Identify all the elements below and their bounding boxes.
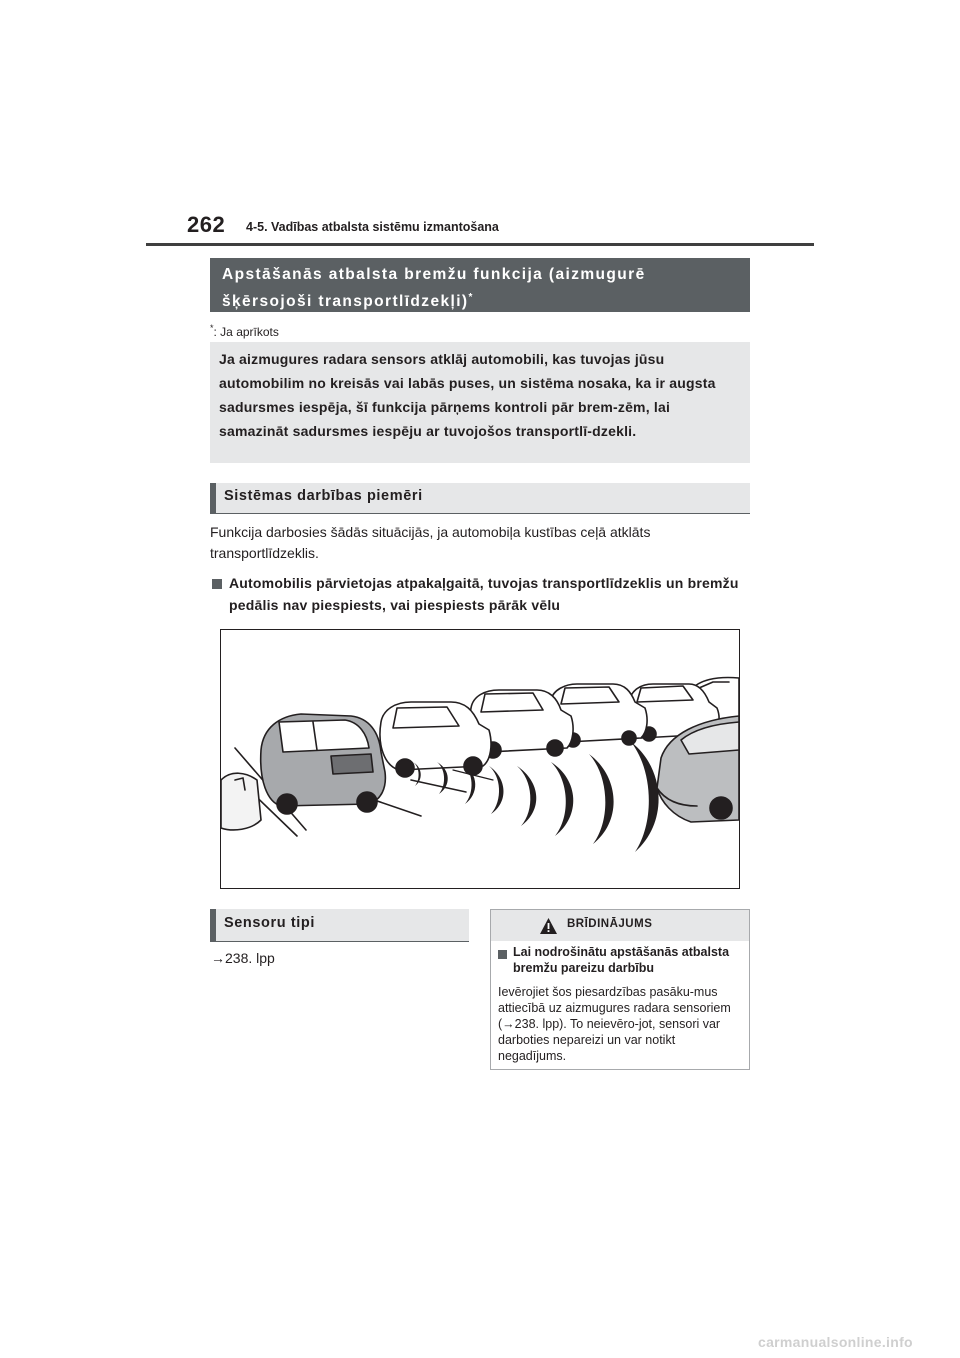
title-bar <box>210 258 750 312</box>
intro-text: Ja aizmugures radara sensors atklāj automobili, kas tuvojas jūsu automobilim no kreisās vai labās puses, un sistēma nosaka, ka ir augsta sadursmes iespēja, šī funkcija pārņems kontroli pār brem-zēm, lai samazināt sadursmes iespēju ar tuvojošos transportlī-dzekli. <box>219 351 716 439</box>
warning-bullet-icon <box>498 950 507 959</box>
left-partial-car <box>221 773 261 830</box>
watermark: carmanualsonline.info <box>758 1334 913 1350</box>
parking-scene <box>221 630 739 888</box>
examples-body: Funkcija darbosies šādās situācijās, ja automobiļa kustības ceļā atklāts transportlīdzeklis. <box>210 524 651 561</box>
footnote-text: : Ja aprīkots <box>213 325 279 339</box>
examples-heading: Sistēmas darbības piemēri <box>210 483 750 514</box>
warning-box <box>490 909 750 1070</box>
title-line-2: šķērsojoši transportlīdzekļi) <box>222 293 469 311</box>
footnote <box>210 323 279 339</box>
warning-triangle-icon <box>539 917 558 935</box>
reversing-car <box>261 714 386 814</box>
radar-wave <box>631 742 659 852</box>
intro-box <box>210 342 750 463</box>
radar-wave <box>589 754 614 844</box>
bullet-square-icon <box>212 579 222 589</box>
radar-wave <box>551 762 573 836</box>
parking-illustration <box>220 629 740 889</box>
parking-line <box>411 780 466 792</box>
footnote-asterisk: * <box>210 323 214 333</box>
warning-title: BRĪDINĀJUMS <box>567 918 653 930</box>
examples-bullet: Automobilis pārvietojas atpakaļgaitā, tuvojas transportlīdzeklis un bremžu pedālis nav piespiests, vai piespiests pārāk vēlu <box>229 575 739 613</box>
title-line-1: Apstāšanās atbalsta bremžu funkcija (aizmugurē <box>222 266 646 283</box>
page-number: 262 <box>187 212 226 237</box>
radar-wave <box>489 766 504 814</box>
sensors-page-ref[interactable]: →238. lpp <box>211 950 275 966</box>
warning-body: Ievērojiet šos piesardzības pasāku-mus attiecībā uz aizmugures radara sensoriem (→238. lpp). To neievēro-jot, sensori var darboties nepareizi un var notikt negadījums. <box>498 985 731 1063</box>
sensors-heading: Sensoru tipi <box>210 909 469 942</box>
title-asterisk: * <box>468 292 473 303</box>
radar-wave <box>517 766 536 826</box>
header-rule <box>146 243 814 246</box>
section-title: 4-5. Vadības atbalsta sistēmu izmantošana <box>246 220 499 234</box>
warning-subtitle: Lai nodrošinātu apstāšanās atbalsta bremžu pareizu darbību <box>513 945 730 975</box>
